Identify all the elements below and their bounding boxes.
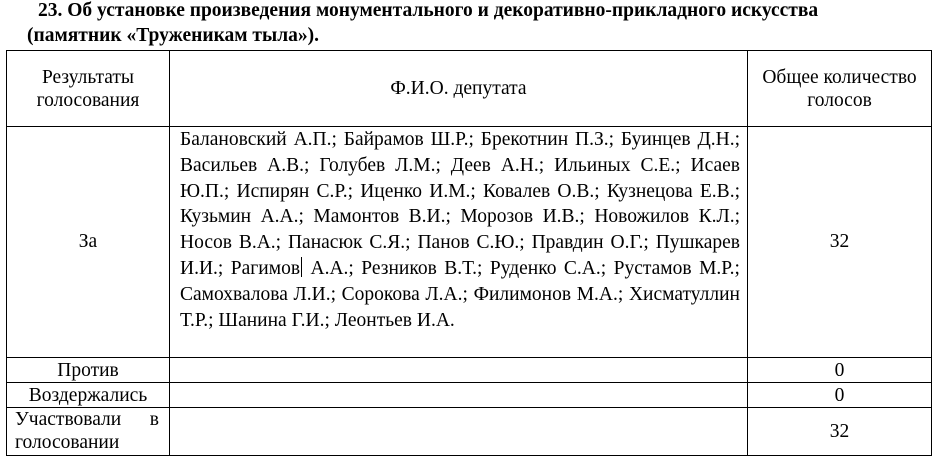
vote-count-for: 32 (748, 127, 932, 358)
heading-line-2: (памятник «Труженикам тыла»). (27, 25, 320, 46)
deputy-names-abstained[interactable] (170, 383, 748, 408)
row-label-abstained: Воздержались (7, 383, 170, 408)
header-total-votes: Общее количество голосов (748, 51, 932, 127)
vote-count-abstained: 0 (748, 383, 932, 408)
vote-count-against: 0 (748, 358, 932, 383)
header-deputy-name: Ф.И.О. депутата (170, 51, 748, 127)
table-row-participated (7, 408, 932, 456)
table-row-against (7, 358, 932, 383)
deputy-names-participated[interactable] (170, 408, 748, 456)
deputy-names-for[interactable] (170, 127, 748, 358)
deputy-names-against[interactable] (170, 358, 748, 383)
names-text-before-cursor: Балановский А.П.; Байрамов Ш.Р.; Брекотнин П.З.; Буинцев Д.Н.; Васильев А.В.; Голубев Л.М.; Деев А.Н.; Ильиных С.Е.; Исаев Ю.П.; Испирян С.Р.; Иценко И.М.; Ковалев О.В.; Кузнецова Е.В.; Кузьмин А.А.; Мамонтов В.И.; Морозов И.В.; Новожилов К.Л.; Носов В.А.; Панасюк С.Я.; Панов С.Ю.; Правдин О.Г.; Пушкарев И.И.; Рагимов (180, 129, 740, 279)
row-label-against: Против (7, 358, 170, 383)
names-text-after-cursor: А.А.; Резников В.Т.; Руденко С.А.; Рустамов М.Р.; Самохвалова Л.И.; Сорокова Л.А.; Филимонов М.А.; Хисматуллин Т.Р.; Шанина Г.И.; Леонтьев И.А. (180, 257, 740, 331)
text-cursor (301, 257, 302, 277)
table-row-abstained (7, 383, 932, 408)
row-label-for: За (7, 127, 170, 358)
table-row-for (7, 127, 932, 358)
table-header-row (7, 51, 932, 127)
header-results: Результаты голосования (7, 51, 170, 127)
voting-results-table (6, 50, 932, 456)
vote-count-participated: 32 (748, 408, 932, 456)
heading-line-1: 23. Об установке произведения монументального и декоративно-прикладного искусства (38, 0, 819, 21)
row-label-participated: Участвовали в голосовании (7, 408, 170, 456)
